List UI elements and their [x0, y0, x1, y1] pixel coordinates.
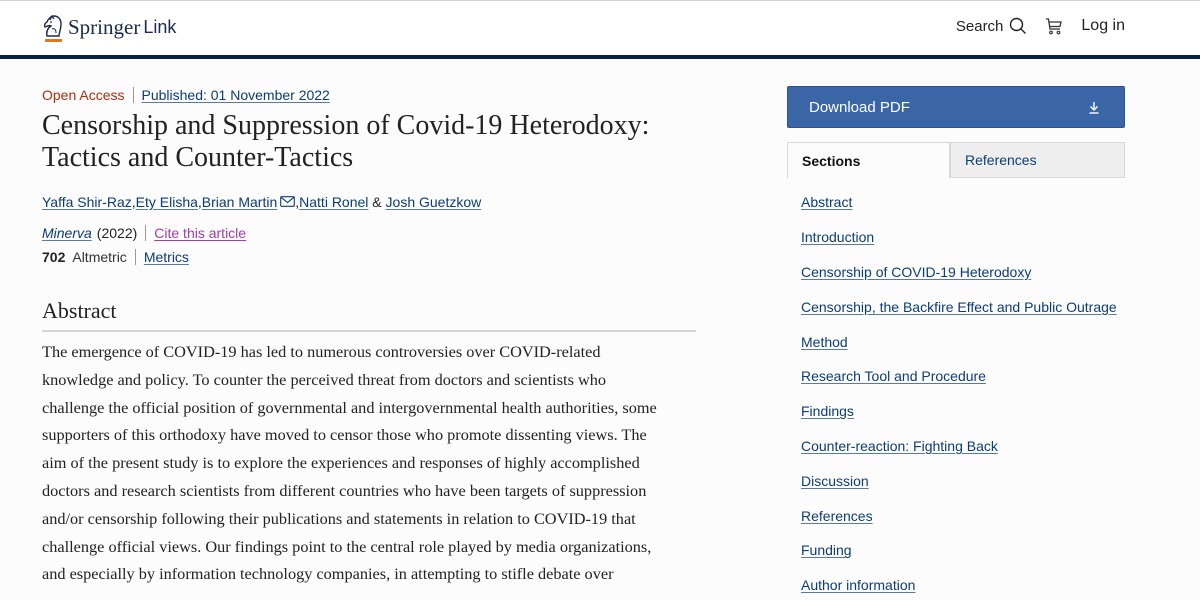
- abstract-heading: Abstract: [42, 298, 696, 332]
- section-link-method[interactable]: Method: [801, 333, 848, 350]
- author-link[interactable]: Ety Elisha: [135, 194, 198, 210]
- metrics-link[interactable]: Metrics: [143, 249, 189, 265]
- author-link[interactable]: Yaffa Shir-Raz: [42, 194, 132, 210]
- article-meta: [42, 84, 696, 106]
- journal-year: (2022): [96, 225, 138, 241]
- download-label: Download PDF: [809, 98, 910, 116]
- tab-references[interactable]: References: [950, 142, 1125, 178]
- tab-sections[interactable]: Sections: [787, 142, 950, 178]
- altmetric-label: Altmetric: [72, 249, 127, 265]
- divider: [145, 225, 146, 241]
- section-item: [801, 394, 1125, 429]
- brand-secondary: Link: [143, 17, 177, 37]
- cite-article-link[interactable]: Cite this article: [154, 225, 247, 241]
- cart-button[interactable]: [1045, 17, 1063, 35]
- section-item: [801, 289, 1125, 324]
- divider: [133, 87, 134, 103]
- abstract-line: challenge the official position of governmental and intergovernmental health authorities, some: [42, 397, 657, 417]
- article-sidebar: [787, 86, 1125, 600]
- section-item: [801, 463, 1125, 498]
- abstract-line: aim of the present study is to explore the experiences and responses of highly accomplished: [42, 453, 640, 473]
- abstract-line: supporters of this orthodoxy have moved to censor those who promote dissenting views. The: [42, 425, 647, 445]
- divider: [135, 249, 136, 265]
- article-main: [42, 84, 696, 588]
- cart-icon: [1045, 17, 1063, 35]
- abstract-line: doctors and research scientists from different countries who have been targets of suppression: [42, 480, 647, 500]
- section-item: [801, 359, 1125, 394]
- mail-icon[interactable]: [280, 194, 295, 210]
- springer-horse-icon: [42, 14, 64, 40]
- section-link-author-information[interactable]: Author information: [801, 577, 916, 594]
- site-header: [0, 0, 1200, 56]
- section-link-research-tool[interactable]: Research Tool and Procedure: [801, 368, 986, 385]
- header-nav: [956, 17, 1125, 35]
- abstract-line: The emergence of COVID-19 has led to numerous controversies over COVID-related: [42, 342, 601, 361]
- section-link-findings[interactable]: Findings: [801, 403, 854, 420]
- author-separator: ,: [197, 194, 202, 210]
- author-separator: ,: [295, 194, 300, 210]
- author-link[interactable]: Josh Guetzkow: [385, 194, 482, 210]
- section-link-backfire-effect[interactable]: Censorship, the Backfire Effect and Public Outrage: [801, 298, 1117, 315]
- section-link-references[interactable]: References: [801, 507, 873, 524]
- section-nav: [787, 185, 1125, 600]
- author-list: [42, 194, 696, 210]
- sidebar-tabs: [787, 142, 1125, 178]
- section-item: [801, 220, 1125, 255]
- title-line-2: Tactics and Counter-Tactics: [42, 142, 354, 173]
- altmetric-count: 702: [42, 249, 66, 265]
- section-item: [801, 185, 1125, 220]
- metrics-info: [42, 246, 696, 268]
- section-item: [801, 429, 1125, 464]
- abstract-line: knowledge and policy. To counter the perceived threat from doctors and scientists who: [42, 369, 607, 389]
- section-item: [801, 568, 1125, 600]
- article-title: [42, 110, 696, 174]
- download-icon: [1088, 101, 1100, 114]
- abstract-body: [42, 338, 696, 588]
- published-date-link[interactable]: Published: 01 November 2022: [141, 87, 330, 103]
- abstract-line: challenge official views. Our findings point to the central role played by media organizations,: [42, 536, 652, 556]
- search-label: Search: [955, 17, 1004, 35]
- login-link[interactable]: Log in: [1081, 17, 1125, 34]
- abstract-line: and especially by information technology companies, in attempting to stifle debate over: [42, 564, 614, 584]
- section-link-introduction[interactable]: Introduction: [801, 229, 875, 246]
- brand-primary: Springer: [68, 15, 141, 39]
- journal-link[interactable]: Minerva: [42, 225, 92, 241]
- springer-link-logo[interactable]: [42, 14, 176, 40]
- author-link[interactable]: Natti Ronel: [299, 194, 369, 210]
- open-access-badge: Open Access: [42, 87, 125, 103]
- section-link-abstract[interactable]: Abstract: [801, 194, 853, 211]
- section-item: [801, 533, 1125, 568]
- section-link-discussion[interactable]: Discussion: [801, 472, 869, 489]
- section-link-censorship-heterodoxy[interactable]: Censorship of COVID-19 Heterodoxy: [801, 263, 1032, 280]
- title-line-1: Censorship and Suppression of Covid-19 Heterodoxy:: [42, 110, 650, 141]
- section-link-counter-reaction[interactable]: Counter-reaction: Fighting Back: [801, 437, 998, 454]
- author-link[interactable]: Brian Martin: [201, 194, 278, 210]
- search-button[interactable]: [956, 17, 1028, 35]
- author-separator: ,: [131, 194, 136, 210]
- section-link-funding[interactable]: Funding: [801, 542, 852, 559]
- section-item: [801, 255, 1125, 290]
- section-item: [801, 324, 1125, 359]
- abstract-line: and/or censorship following their publications and statements in relation to COVID-19 that: [42, 508, 636, 528]
- section-item: [801, 498, 1125, 533]
- logo-accent-bar: [45, 39, 62, 42]
- header-divider: [0, 55, 1200, 59]
- search-icon: [1009, 17, 1027, 35]
- download-pdf-button[interactable]: [787, 86, 1125, 128]
- author-separator: &: [368, 194, 386, 210]
- journal-info: [42, 222, 696, 244]
